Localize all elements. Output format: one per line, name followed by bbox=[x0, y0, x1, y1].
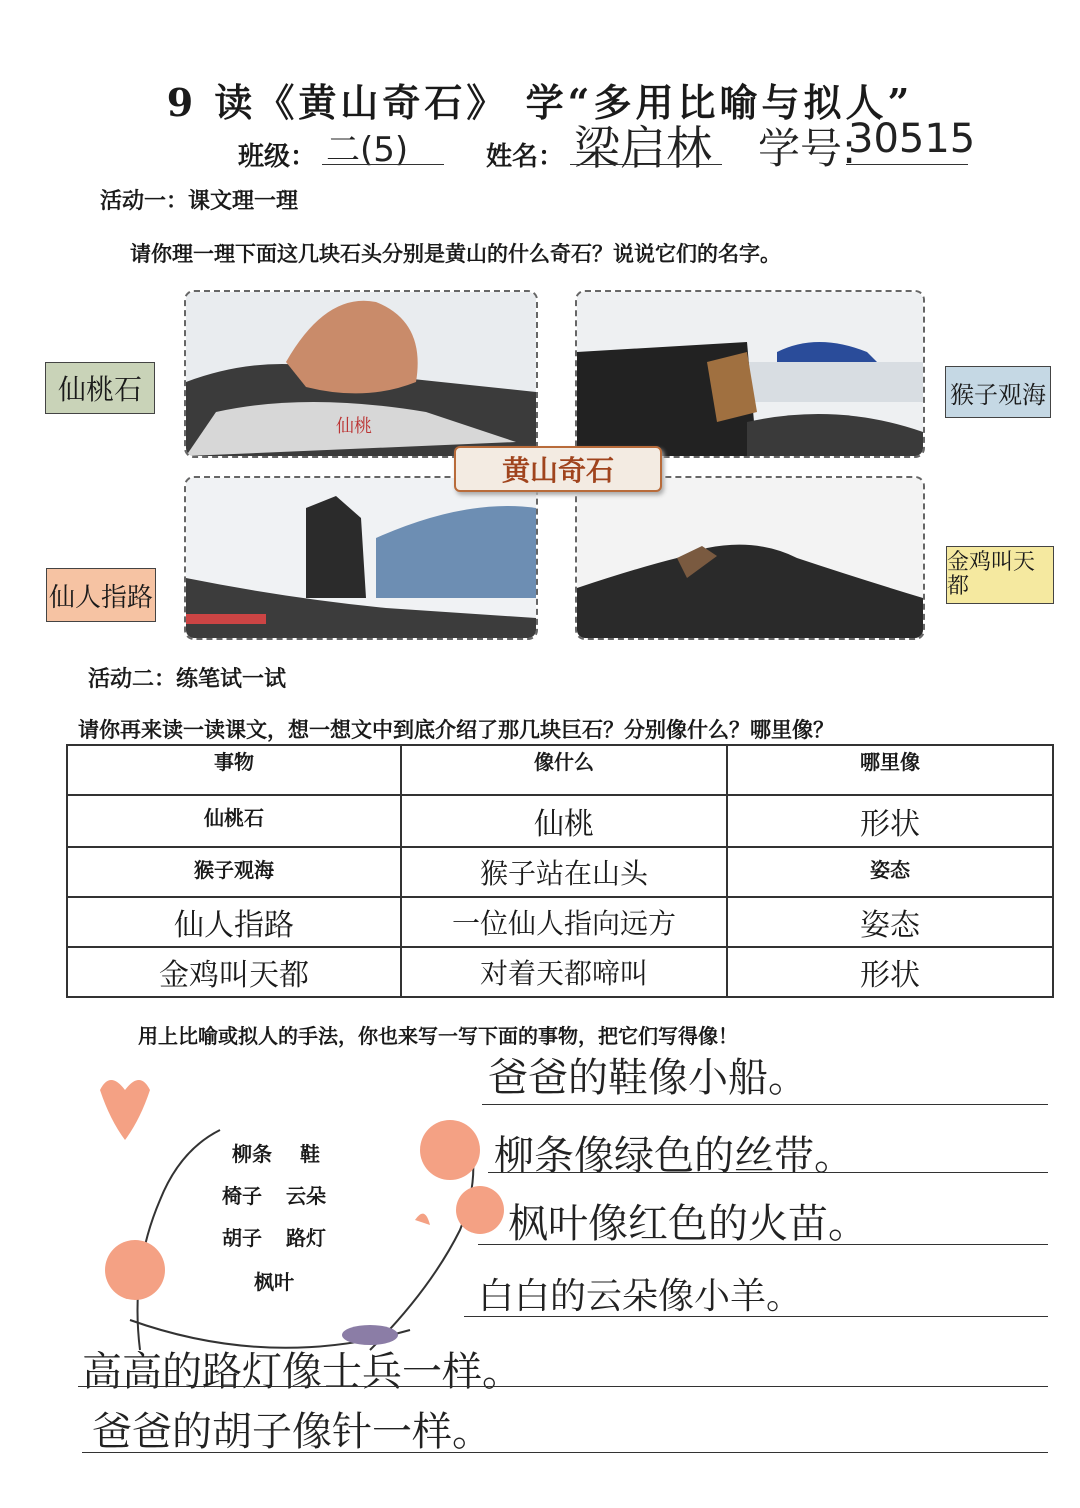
table-cell: 仙桃石 bbox=[67, 795, 401, 847]
peach-stone-caption: 仙桃 bbox=[336, 416, 372, 437]
table-header: 事物 bbox=[67, 745, 401, 795]
activity2-prompt: 请你再来读一读课文，想一想文中到底介绍了那几块巨石？分别像什么？哪里像？ bbox=[78, 717, 834, 742]
label-immortal-road: 仙人指路 bbox=[46, 568, 156, 622]
label-monkey-sea: 猴子观海 bbox=[945, 366, 1051, 418]
peach-stone-image bbox=[186, 292, 536, 456]
id-underline bbox=[846, 164, 968, 165]
sentence-5: 高高的路灯像士兵一样。 bbox=[82, 1349, 522, 1395]
table-header: 像什么 bbox=[401, 745, 727, 795]
table-cell: 金鸡叫天都 bbox=[67, 947, 401, 997]
name-underline bbox=[570, 164, 722, 165]
writing-line bbox=[488, 1172, 1048, 1173]
table-row bbox=[67, 795, 1053, 847]
monkey-sea-image bbox=[577, 292, 923, 456]
word-chair: 椅子 bbox=[222, 1184, 262, 1208]
writing-line bbox=[464, 1316, 1048, 1317]
golden-rooster-image bbox=[577, 478, 923, 638]
activity1-heading: 活动一：课文理一理 bbox=[100, 188, 299, 214]
sentence-1: 爸爸的鞋像小船。 bbox=[488, 1055, 808, 1101]
word-streetlight: 路灯 bbox=[286, 1226, 326, 1250]
sentence-3: 枫叶像红色的火苗。 bbox=[508, 1201, 868, 1247]
page-title: 9 读《黄山奇石》 学“多用比喻与拟人” bbox=[166, 80, 914, 125]
writing-line bbox=[78, 1386, 1048, 1387]
writing-line bbox=[82, 1452, 1048, 1453]
word-willow: 柳条 bbox=[232, 1142, 272, 1166]
photo-immortal-road bbox=[184, 476, 538, 640]
table-cell: 猴子观海 bbox=[67, 847, 401, 897]
writing-line bbox=[482, 1104, 1048, 1105]
activity2-heading: 活动二：练笔试一试 bbox=[88, 666, 287, 692]
label-peach-stone: 仙桃石 bbox=[45, 362, 155, 414]
word-beard: 胡子 bbox=[222, 1226, 262, 1250]
table-cell: 一位仙人指向远方 bbox=[401, 897, 727, 947]
name-label: 姓名： bbox=[486, 142, 565, 172]
photo-golden-rooster bbox=[575, 476, 925, 640]
table-cell: 姿态 bbox=[727, 847, 1053, 897]
table-cell: 姿态 bbox=[727, 897, 1053, 947]
sentence-4: 白白的云朵像小羊。 bbox=[478, 1276, 803, 1317]
sentence-2: 柳条像绿色的丝带。 bbox=[494, 1133, 854, 1179]
word-maple: 枫叶 bbox=[254, 1270, 294, 1294]
table-row bbox=[67, 897, 1053, 947]
name-value: 梁启林 bbox=[574, 121, 712, 175]
id-label: 学号: bbox=[758, 124, 857, 173]
writing-line bbox=[478, 1244, 1048, 1245]
photo-peach-stone bbox=[184, 290, 538, 458]
class-label: 班级： bbox=[238, 142, 317, 172]
stones-table bbox=[66, 744, 1054, 998]
table-cell: 猴子站在山头 bbox=[401, 847, 727, 897]
table-cell: 仙桃 bbox=[401, 795, 727, 847]
table-cell: 形状 bbox=[727, 947, 1053, 997]
class-underline bbox=[322, 164, 444, 165]
table-row bbox=[67, 847, 1053, 897]
activity1-prompt: 请你理一理下面这几块石头分别是黄山的什么奇石？说说它们的名字。 bbox=[130, 241, 781, 266]
center-label: 黄山奇石 bbox=[454, 446, 662, 492]
photo-monkey-sea bbox=[575, 290, 925, 458]
sentence-6: 爸爸的胡子像针一样。 bbox=[92, 1409, 492, 1455]
table-cell: 仙人指路 bbox=[67, 897, 401, 947]
table-row bbox=[67, 947, 1053, 997]
immortal-road-image bbox=[186, 478, 536, 638]
id-value: 30515 bbox=[848, 116, 976, 162]
writing-prompt: 用上比喻或拟人的手法，你也来写一写下面的事物，把它们写得像！ bbox=[138, 1024, 738, 1048]
table-header-row bbox=[67, 745, 1053, 795]
table-cell: 形状 bbox=[727, 795, 1053, 847]
class-value: 二(5) bbox=[326, 130, 409, 170]
word-cloud: 云朵 bbox=[286, 1184, 326, 1208]
word-shoe: 鞋 bbox=[300, 1142, 320, 1166]
table-cell: 对着天都啼叫 bbox=[401, 947, 727, 997]
label-golden-rooster: 金鸡叫天都 bbox=[946, 546, 1054, 604]
table-header: 哪里像 bbox=[727, 745, 1053, 795]
